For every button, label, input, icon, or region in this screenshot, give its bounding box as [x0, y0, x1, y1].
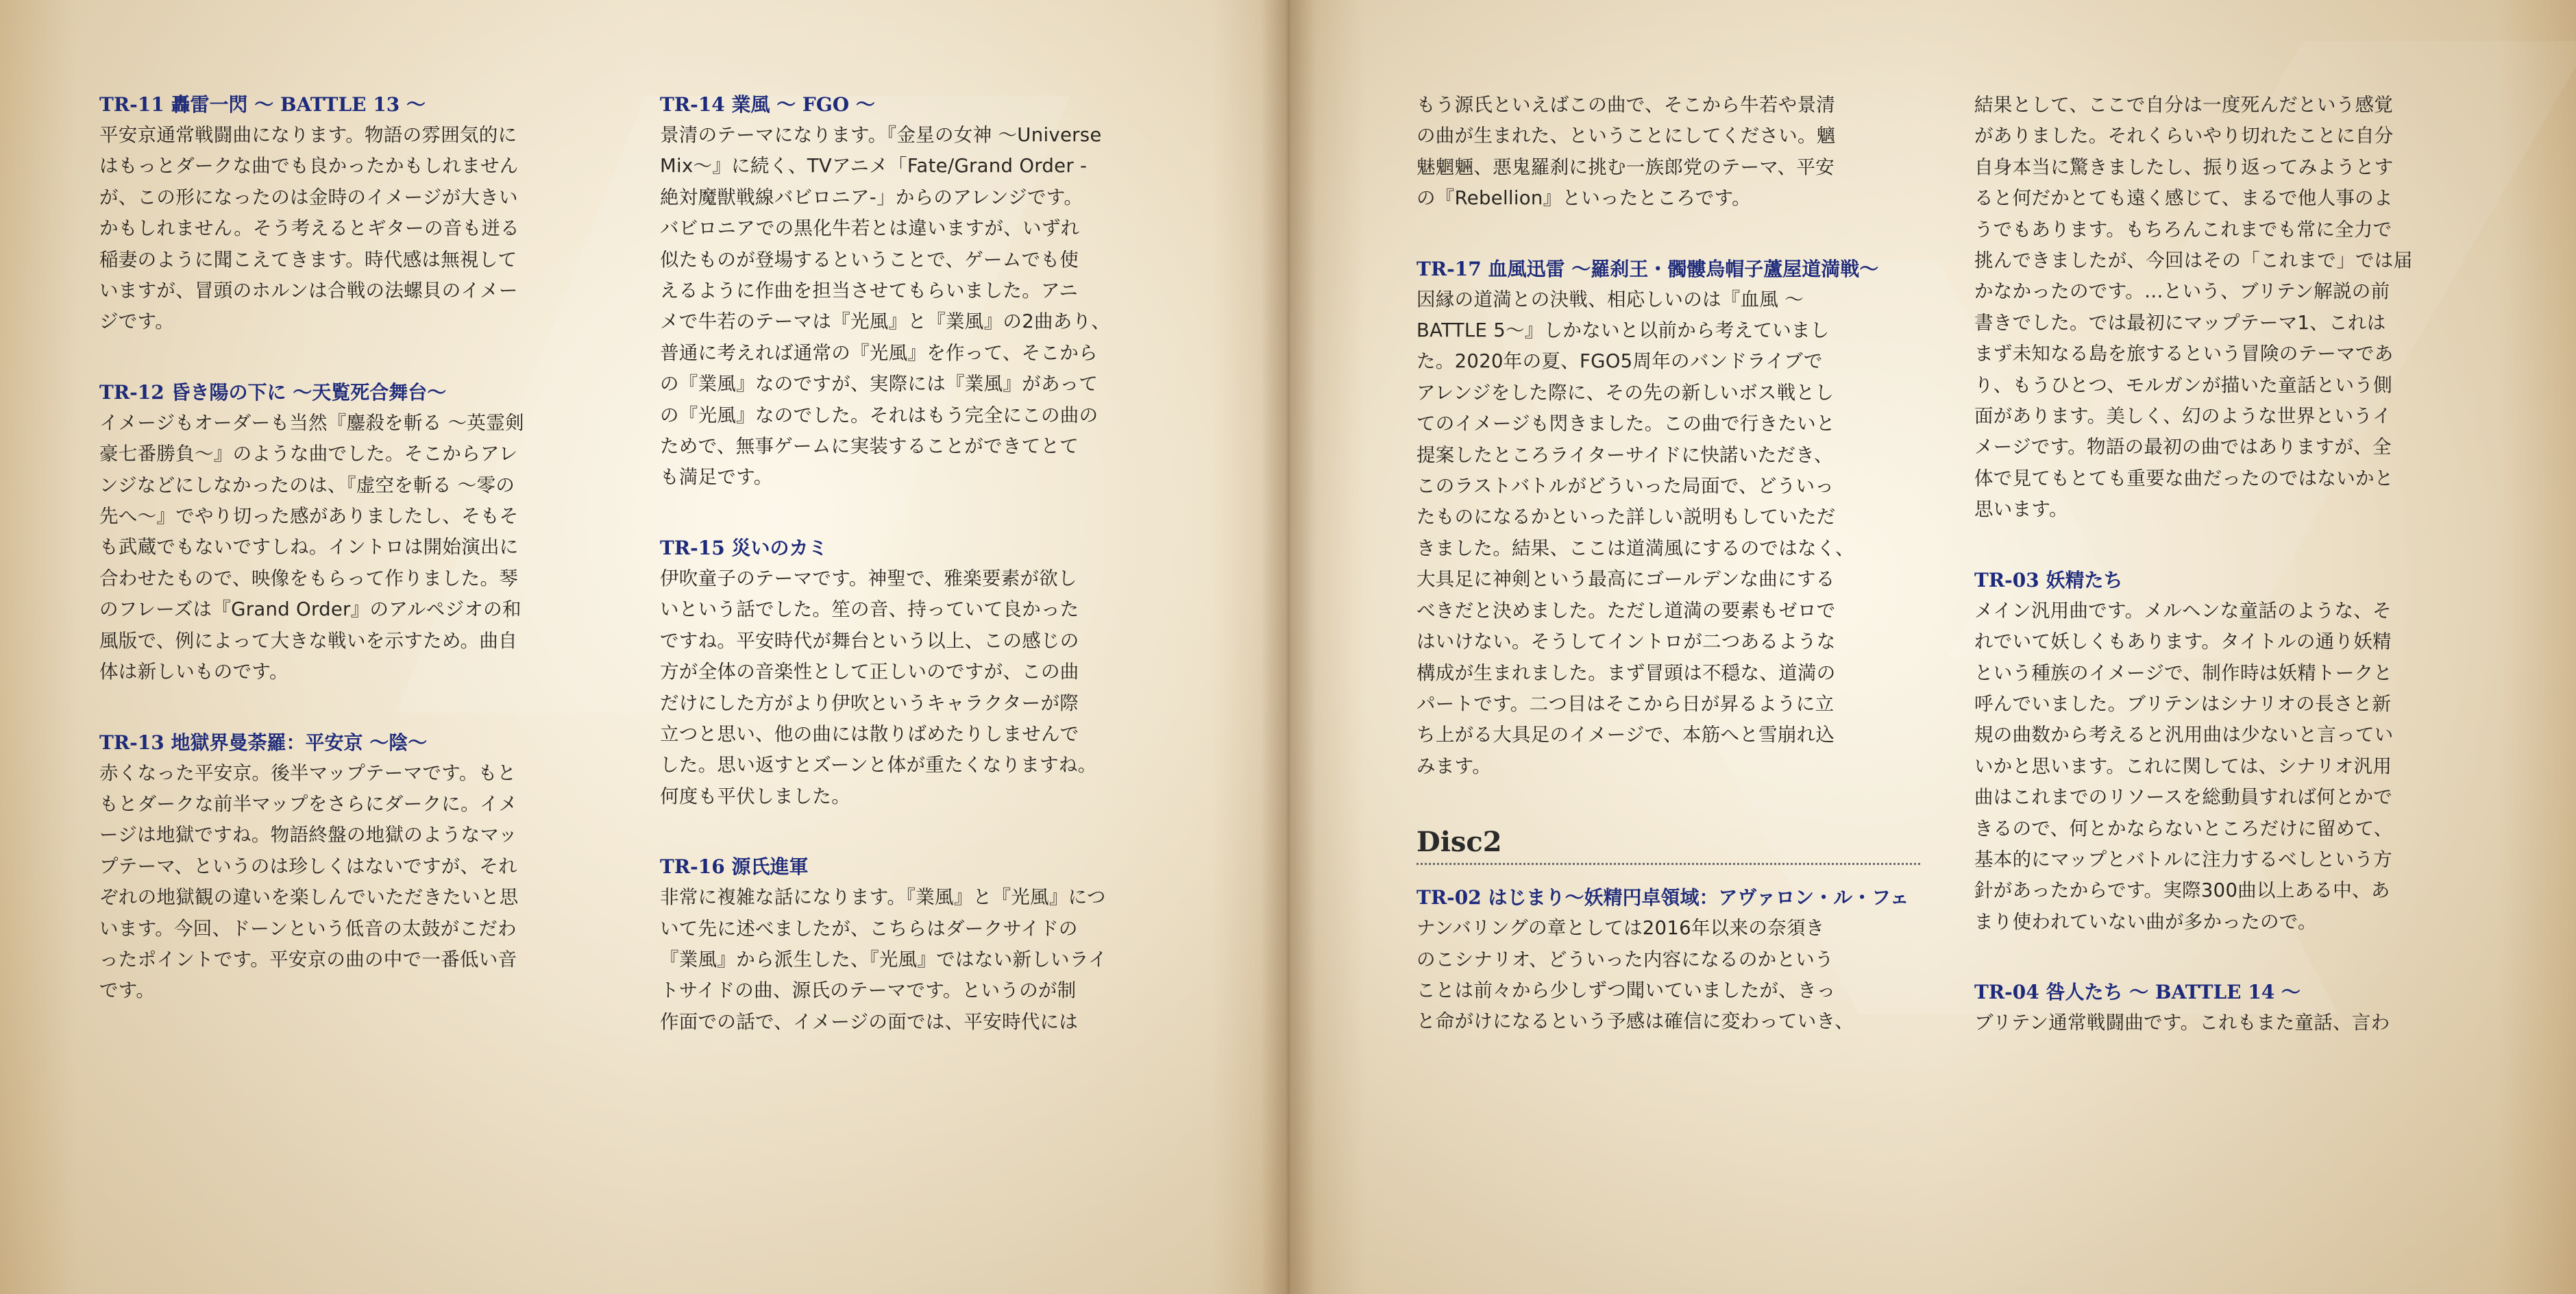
- text-line: ですね。平安時代が舞台という以上、この感じの: [660, 629, 1079, 652]
- text-line: てのイメージも閃きました。この曲で行きたいと: [1416, 413, 1835, 435]
- column-3: [1416, 90, 1944, 1077]
- text-line: きるので、何とかならないところだけに留めて、: [1974, 817, 2393, 840]
- text-line: このラストバトルがどういった局面で、どういっ: [1416, 475, 1835, 498]
- text-line: 挑んできましたが、今回はその「これまで」では届: [1974, 249, 2413, 272]
- text-line: メで牛若のテーマは『光風』と『業風』の2曲あり、: [660, 310, 1111, 333]
- text-line: 規の曲数から考えると汎用曲は少ないと言ってい: [1974, 724, 2394, 746]
- track-text: [1416, 284, 1944, 783]
- page-gutter: [1261, 0, 1316, 1294]
- track-entry: [660, 852, 1188, 1038]
- text-line: という種族のイメージで、制作時は妖精トークと: [1974, 661, 2393, 684]
- text-line: のフレーズは『Grand Order』のアルペジオの和: [99, 598, 522, 621]
- track-text: [1416, 913, 1944, 1038]
- text-line: ージは地獄ですね。物語終盤の地獄のようなマッ: [99, 824, 517, 846]
- column-2: [660, 90, 1188, 1077]
- column-1: [99, 90, 627, 1047]
- track-text: [1974, 596, 2502, 938]
- text-line: のこシナリオ、どういった内容になるのかという: [1416, 948, 1834, 970]
- text-line: が、この形になったのは金時のイメージが大きい: [99, 186, 518, 208]
- text-line: 『業風』から派生した、『光風』ではない新しいライ: [660, 948, 1107, 970]
- track-entry: [1974, 565, 2502, 938]
- text-line: ブリテン通常戦闘曲です。これもまた童話、言わ: [1974, 1012, 2390, 1034]
- text-line: まず未知なる島を旅するという冒険のテーマであ: [1974, 343, 2394, 365]
- text-line: トサイドの曲、源氏のテーマです。というのが制: [660, 979, 1077, 1002]
- text-line: みます。: [1416, 755, 1491, 777]
- track-entry: [1416, 883, 1944, 1038]
- text-line: も武蔵でもないですしね。イントロは開始演出に: [99, 536, 519, 559]
- text-line: 立つと思い、他の曲には散りばめたりしませんで: [660, 722, 1079, 745]
- text-line: もとダークな前半マップをさらにダークに。イメ: [99, 792, 518, 815]
- track-title: TR-02 はじまり～妖精円卓領域：アヴァロン・ル・フェ: [1416, 886, 1909, 910]
- text-line: 針があったからです。実際300曲以上ある中、あ: [1974, 879, 2390, 902]
- text-line: 風版で、例によって大きな戦いを示すため。曲自: [99, 629, 517, 652]
- text-line: ったポイントです。平安京の曲の中で一番低い音: [99, 948, 517, 970]
- text-line: メイン汎用曲です。メルヘンな童話のような、そ: [1974, 599, 2392, 622]
- text-line: たものになるかといった詳しい説明もしていただ: [1416, 506, 1836, 528]
- track-entry: [99, 378, 627, 688]
- text-line: います。今回、ドーンという低音の太鼓がこだわ: [99, 917, 517, 940]
- text-line: いという話でした。笙の音、持っていて良かった: [660, 598, 1079, 621]
- text-line: ると何だかとても遠く感じて、まるで他人事のよ: [1974, 187, 2393, 210]
- track-entry: [660, 533, 1188, 812]
- text-line: 作面での話で、イメージの面では、平安時代には: [660, 1010, 1079, 1033]
- text-line: Mix～』に続く、TVアニメ「Fate/Grand Order -: [660, 155, 1088, 178]
- text-line: り、もうひとつ、モルガンが描いた童話という側: [1974, 374, 2392, 396]
- disc-heading: Disc2: [1416, 826, 1502, 859]
- text-line: 体で見てもとても重要な曲だったのではないかと: [1974, 467, 2394, 489]
- text-line: の『業風』なのですが、実際には『業風』があって: [660, 373, 1099, 395]
- track-text: [99, 758, 627, 1007]
- track-title: TR-13 地獄界曼荼羅：平安京 ～陰～: [99, 731, 428, 754]
- text-line: もう源氏といえばこの曲で、そこから牛若や景清: [1416, 94, 1836, 116]
- text-line: と命がけになるという予感は確信に変わっていき、: [1416, 1010, 1854, 1033]
- text-line: ジです。: [99, 310, 174, 333]
- text-line: 面があります。美しく、幻のような世界というイ: [1974, 405, 2392, 428]
- track-title: TR-03 妖精たち: [1974, 568, 2123, 591]
- track-entry: [1974, 977, 2502, 1038]
- text-line: ためで、無事ゲームに実装することができてとて: [660, 435, 1079, 458]
- text-line: がありました。それくらいやり切れたことに自分: [1974, 125, 2394, 147]
- text-line: プテーマ、というのは珍しくはないですが、それ: [99, 855, 517, 877]
- text-line: 普通に考えれば通常の『光風』を作って、そこから: [660, 341, 1098, 364]
- text-line: 伊吹童子のテーマです。神聖で、雅楽要素が欲し: [660, 567, 1077, 589]
- dotted-divider: [1416, 863, 1920, 865]
- column-4: [1974, 90, 2502, 1079]
- track-text: [660, 120, 1188, 493]
- text-line: はもっとダークな曲でも良かったかもしれません: [99, 155, 519, 178]
- text-line: メージです。物語の最初の曲ではありますが、全: [1974, 436, 2392, 459]
- text-line: 体は新しいものです。: [99, 661, 289, 683]
- text-line: 合わせたもので、映像をもらって作りました。琴: [99, 567, 519, 589]
- text-line: した。思い返すとズーンと体が重たくなりますね。: [660, 754, 1097, 777]
- text-line: 似たものが登場するということで、ゲームでも使: [660, 248, 1079, 271]
- text-line: ち上がる大具足のイメージで、本筋へと雪崩れ込: [1416, 724, 1835, 746]
- track-entry: [660, 90, 1188, 493]
- text-line: きました。結果、ここは道満風にするのではなく、: [1416, 537, 1854, 559]
- track-title: TR-15 災いのカミ: [660, 536, 828, 559]
- track-text: [1974, 1008, 2502, 1038]
- text-line: いて先に述べましたが、こちらはダークサイドの: [660, 917, 1078, 940]
- text-line: 何度も平伏しました。: [660, 785, 850, 807]
- text-line: えるように作曲を担当させてもらいました。アニ: [660, 280, 1079, 302]
- text-line: た。2020年の夏、FGO5周年のバンドライブで: [1416, 350, 1823, 373]
- track-entry: [99, 728, 627, 1007]
- text-line: 基本的にマップとバトルに注力するべしという方: [1974, 848, 2392, 870]
- text-line: ぞれの地獄観の違いを楽しんでいただきたいと思: [99, 886, 519, 909]
- text-line: 先へ～』でやり切った感がありましたし、そもそ: [99, 505, 519, 528]
- text-line: の曲が生まれた、ということにしてください。魑: [1416, 125, 1836, 147]
- text-line: BATTLE 5～』しかないと以前から考えていまし: [1416, 319, 1830, 342]
- text-line: 非常に複雑な話になります。『業風』と『光風』につ: [660, 886, 1106, 909]
- text-line: いかと思います。これに関しては、シナリオ汎用: [1974, 755, 2392, 777]
- track-title: TR-16 源氏進軍: [660, 855, 809, 879]
- text-line: の『Rebellion』といったところです。: [1416, 187, 1751, 210]
- text-line: 呼んでいました。ブリテンはシナリオの長さと新: [1974, 692, 2392, 715]
- track-title: TR-11 轟雷一閃 ～ BATTLE 13 ～: [99, 93, 426, 116]
- track-entry: [99, 90, 627, 338]
- text-line: です。: [99, 979, 156, 1002]
- text-line: 豪七番勝負～』のような曲でした。そこからアレ: [99, 443, 518, 465]
- text-line: 大具足に神剣という最高にゴールデンな曲にする: [1416, 568, 1835, 591]
- text-line: ンジなどにしなかったのは、『虚空を斬る ～零の: [99, 474, 515, 496]
- text-line: はいけない。そうしてイントロが二つあるような: [1416, 631, 1836, 653]
- track-title: TR-17 血風迅雷 ～羅刹王・髑髏烏帽子蘆屋道満戦～: [1416, 257, 1879, 280]
- text-line: イメージもオーダーも当然『鏖殺を斬る ～英霊剣: [99, 411, 524, 434]
- track-title: TR-12 昏き陽の下に ～天覧死合舞台～: [99, 380, 447, 404]
- text-line: 稲妻のように聞こえてきます。時代感は無視して: [99, 248, 517, 271]
- text-line: かもしれません。そう考えるとギターの音も迸る: [99, 217, 519, 240]
- text-line: だけにした方がより伊吹というキャラクターが際: [660, 692, 1079, 714]
- track-entry: [1416, 254, 1944, 783]
- text-line: アレンジをした際に、その先の新しいボス戦とし: [1416, 381, 1835, 404]
- text-line: かなかったのです。…という、ブリテン解説の前: [1974, 280, 2390, 303]
- text-line: の『光風』なのでした。それはもう完全にこの曲の: [660, 404, 1099, 426]
- text-line: 曲はこれまでのリソースを総動員すれば何とかで: [1974, 786, 2393, 809]
- text-line: いますが、冒頭のホルンは合戦の法螺貝のイメー: [99, 280, 518, 302]
- track-title: TR-14 業風 ～ FGO ～: [660, 93, 875, 116]
- text-line: 構成が生まれました。まず冒頭は不穏な、道満の: [1416, 661, 1836, 684]
- text-line: パートです。二つ目はそこから日が昇るように立: [1416, 692, 1835, 715]
- continued-text: [1416, 90, 1944, 215]
- text-line: うでもあります。もちろんこれまでも常に全力で: [1974, 218, 2392, 241]
- text-line: 方が全体の音楽性として正しいのですが、この曲: [660, 661, 1079, 683]
- text-line: も満足です。: [660, 466, 773, 489]
- text-line: 絶対魔獣戦線バビロニア-」からのアレンジです。: [660, 186, 1083, 208]
- text-line: 結果として、ここで自分は一度死んだという感覚: [1974, 94, 2394, 116]
- text-line: べきだと決めました。ただし道満の要素もゼロで: [1416, 599, 1836, 622]
- text-line: 景清のテーマになります。『金星の女神 ～Universe: [660, 124, 1102, 146]
- text-line: ことは前々から少しずつ聞いていましたが、きっ: [1416, 979, 1836, 1001]
- text-line: 提案したところライターサイドに快諾いただき、: [1416, 443, 1833, 466]
- track-title: TR-04 咎人たち ～ BATTLE 14 ～: [1974, 981, 2301, 1004]
- text-line: まり使われていない曲が多かったので。: [1974, 910, 2317, 933]
- text-line: バビロニアでの黒化牛若とは違いますが、いずれ: [660, 217, 1080, 240]
- text-line: 魅魍魎、悪鬼羅刹に挑む一族郎党のテーマ、平安: [1416, 156, 1835, 178]
- text-line: 赤くなった平安京。後半マップテーマです。もと: [99, 761, 517, 784]
- text-line: 思います。: [1974, 498, 2068, 521]
- track-text: [99, 120, 627, 338]
- text-line: ナンバリングの章としては2016年以来の奈須き: [1416, 917, 1825, 940]
- text-line: 自身本当に驚きましたし、振り返ってみようとす: [1974, 156, 2394, 178]
- text-line: 平安京通常戦闘曲になります。物語の雰囲気的に: [99, 124, 517, 146]
- text-line: 因縁の道満との決戦、相応しいのは『血風 ～: [1416, 288, 1804, 310]
- track-text: [660, 882, 1188, 1038]
- track-text: [99, 408, 627, 688]
- text-line: れでいて妖しくもあります。タイトルの通り妖精: [1974, 631, 2392, 653]
- track-text: [660, 563, 1188, 812]
- continued-text: [1974, 90, 2502, 526]
- text-line: 書きでした。では最初にマップテーマ1、これは: [1974, 311, 2386, 334]
